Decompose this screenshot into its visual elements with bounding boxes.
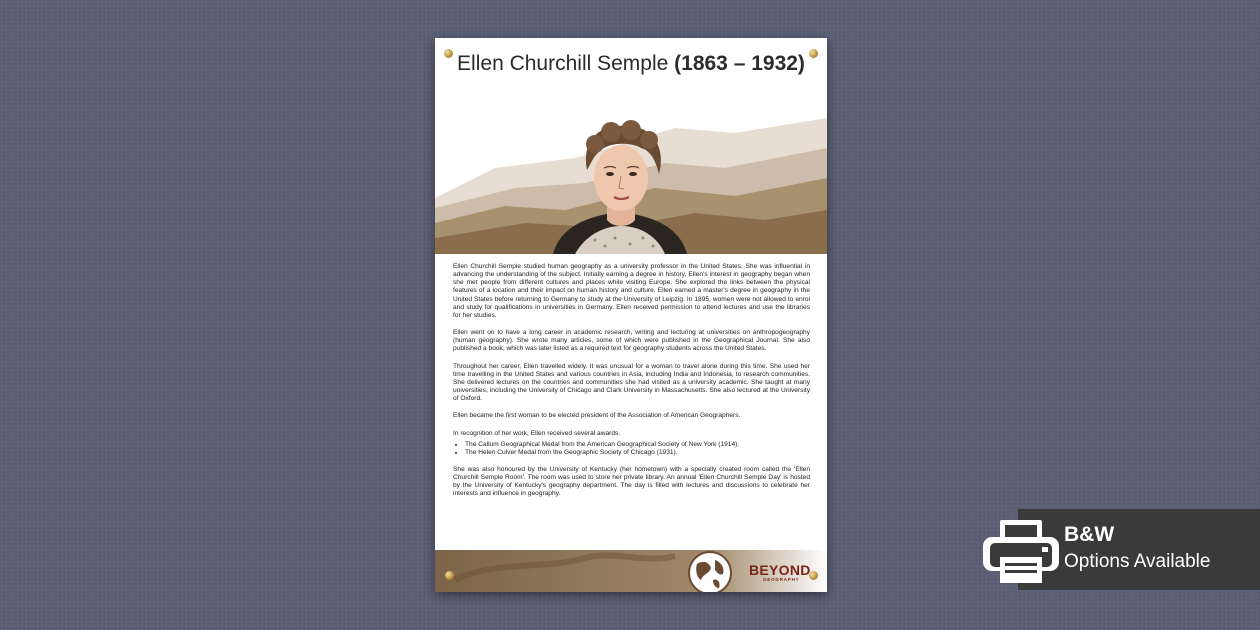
paragraph: Ellen became the first woman to be elected president of the Association of American Geographers. xyxy=(453,412,741,420)
title-name: Ellen Churchill Semple xyxy=(457,52,669,75)
badge-title: B&W xyxy=(1064,523,1115,546)
biography-text xyxy=(453,263,810,508)
list-item: • The Callum Geographical Medal from the American Geographical Society of New York (1914). xyxy=(465,441,810,449)
badge-subtitle: Options Available xyxy=(1064,551,1211,572)
portrait-illustration xyxy=(435,88,827,254)
paragraph: Throughout her career, Ellen travelled widely. It was unusual for a woman to travel alone during this time. She used her time travelling in the United States and various countries in Asia, including India and Indonesia, to research communities. She delivered lectures on the countries and communities she had visited as a university academic. She taught at many universities, including the University of Chicago and Clark University in Massachusetts. She also lectured at the University of Oxford. xyxy=(453,362,810,403)
pin-bottom-left xyxy=(445,571,454,580)
list-item: • The Helen Culver Medal from the Geographic Society of Chicago (1931). xyxy=(465,449,810,457)
globe-icon xyxy=(687,550,733,592)
paragraph: Ellen went on to have a long career in academic research, writing and lecturing at universities on anthropogeography (human geography). She wrote many articles, some of which were published in the Geographical Journal. She also published a book, which was later listed as a required text for geography students across the United States. xyxy=(453,329,810,353)
paragraph: She was also honoured by the University of Kentucky (her hometown) with a specially created room called the 'Ellen Churchill Semple Room'. The room was used to store her private library. An annual 'Ellen Churchill Semple Day' is hosted by the University of Kentucky's geography department. The day is filled with lectures and discussions to celebrate her interests and influence in geography. xyxy=(453,465,810,498)
awards-list xyxy=(453,441,810,457)
brand-main: BEYOND xyxy=(749,562,811,578)
paragraph: In recognition of her work, Ellen received several awards. xyxy=(453,429,621,437)
brand-sub: GEOGRAPHY xyxy=(763,577,800,582)
printer-icon xyxy=(980,517,1062,587)
paragraph: Ellen Churchill Semple studied human geography as a university professor in the United States. She was influential in advancing the understanding of the subject. Initially earning a degree in history, Ellen's interest in geography began when she met people from different cultures and places while visiting Europe. She explored the links between the physical features of a location and their impact on human history and culture. Ellen earned a master's degree in geography in the United States before returning to Germany to study at the University of Leipzig. In 1895, women were not allowed to enrol and study for qualifications in universities in Germany. Ellen received permission to attend lectures and use the libraries for her studies. xyxy=(453,263,810,319)
poster xyxy=(435,38,827,592)
mountains-portrait-image xyxy=(435,88,827,254)
bw-options-badge xyxy=(1018,509,1260,590)
title-years: (1863 – 1932) xyxy=(674,52,805,75)
poster-title xyxy=(435,52,827,76)
beyond-logo xyxy=(749,562,809,584)
